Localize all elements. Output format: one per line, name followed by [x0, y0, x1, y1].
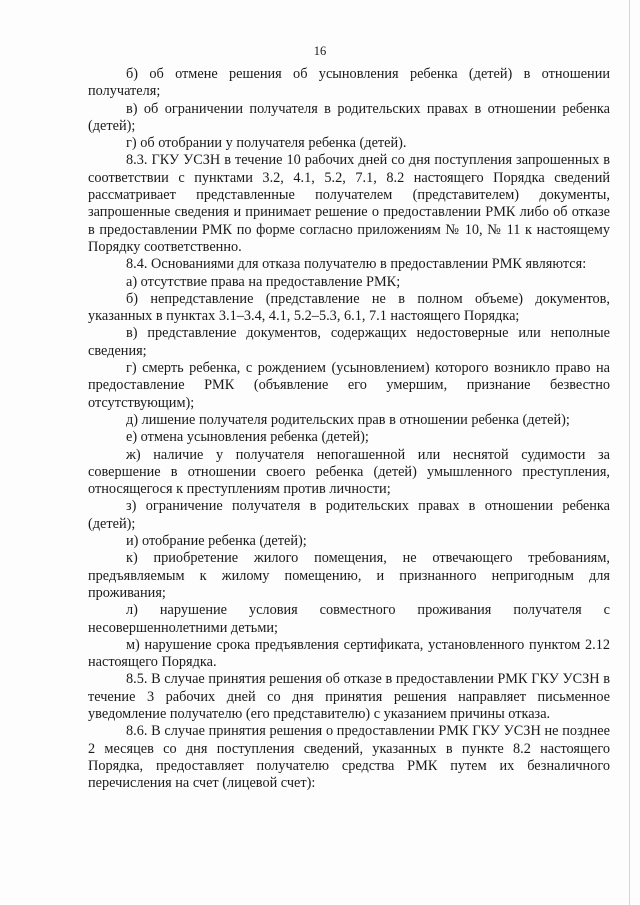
paragraph-b-cancel-adoption: б) об отмене решения об усыновления ребенка (детей) в отношении получателя; — [88, 66, 610, 100]
paragraph-8-4-g: г) смерть ребенка, с рождением (усыновлением) которого возникло право на предоставление РМК (объявление его умершим, признание безвестно отсутствующим); — [88, 360, 610, 411]
paragraph-8-4-b: б) непредставление (представление не в полном объеме) документов, указанных в пунктах 3.1–3.4, 4.1, 5.2–5.3, 6.1, 7.1 настоящего Порядка; — [88, 290, 610, 325]
document-body — [88, 66, 610, 792]
paragraph-8-4-a: а) отсутствие права на предоставление РМК; — [126, 273, 401, 290]
paragraph-8-4: 8.4. Основаниями для отказа получателю в предоставлении РМК являются: — [126, 256, 587, 273]
page-edge-divider — [629, 0, 630, 905]
paragraph-8-6: 8.6. В случае принятия решения о предоставлении РМК ГКУ УСЗН не позднее 2 месяцев со дня поступления сведений, указанных в пункте 8.2 настоящего Порядка, предоставляет получателю средства РМК путем их безналичного перечисления на счет (лицевой счет): — [88, 723, 610, 792]
paragraph-8-4-e: е) отмена усыновления ребенка (детей); — [126, 429, 369, 446]
page-number: 16 — [313, 44, 327, 58]
paragraph-8-4-v: в) представление документов, содержащих недостоверные или неполные сведения; — [88, 325, 610, 359]
paragraph-g-removal: г) об отобрании у получателя ребенка (детей). — [126, 135, 407, 152]
paragraph-8-4-d: д) лишение получателя родительских прав в отношении ребенка (детей); — [126, 411, 570, 428]
paragraph-8-3: 8.3. ГКУ УСЗН в течение 10 рабочих дней со дня поступления запрошенных в соответствии с пунктами 3.2, 4.1, 5.2, 7.1, 8.2 настоящего Порядка сведений рассматривает представленные получателем (представителем) документы, запрошенные сведения и принимает решение о предоставлении РМК либо об отказе в предоставлении РМК по форме согласно приложениям № 10, № 11 к настоящему Порядку соответственно. — [88, 152, 610, 255]
paragraph-8-4-zh: ж) наличие у получателя непогашенной или неснятой судимости за совершение в отношении своего ребенка (детей) умышленного преступления, относящегося к преступлениям против личности; — [88, 446, 610, 498]
paragraph-v-restriction: в) об ограничении получателя в родительских правах в отношении ребенка (детей); — [88, 100, 610, 134]
paragraph-8-4-m: м) нарушение срока предъявления сертификата, установленного пунктом 2.12 настоящего Порядка. — [88, 636, 610, 671]
paragraph-8-4-z: з) ограничение получателя в родительских правах в отношении ребенка (детей); — [88, 498, 610, 532]
paragraph-8-4-k: к) приобретение жилого помещения, не отвечающего требованиям, предъявляемым к жилому помещению, и признанного непригодным для проживания; — [88, 550, 610, 601]
paragraph-8-5: 8.5. В случае принятия решения об отказе в предоставлении РМК ГКУ УСЗН в течение 3 рабочих дней со дня принятия решения направляет письменное уведомление получателю (его представителю) с указанием причины отказа. — [88, 671, 610, 722]
paragraph-8-4-l: л) нарушение условия совместного проживания получателя с несовершеннолетними детьми; — [88, 602, 610, 636]
paragraph-8-4-i: и) отобрание ребенка (детей); — [126, 533, 307, 550]
